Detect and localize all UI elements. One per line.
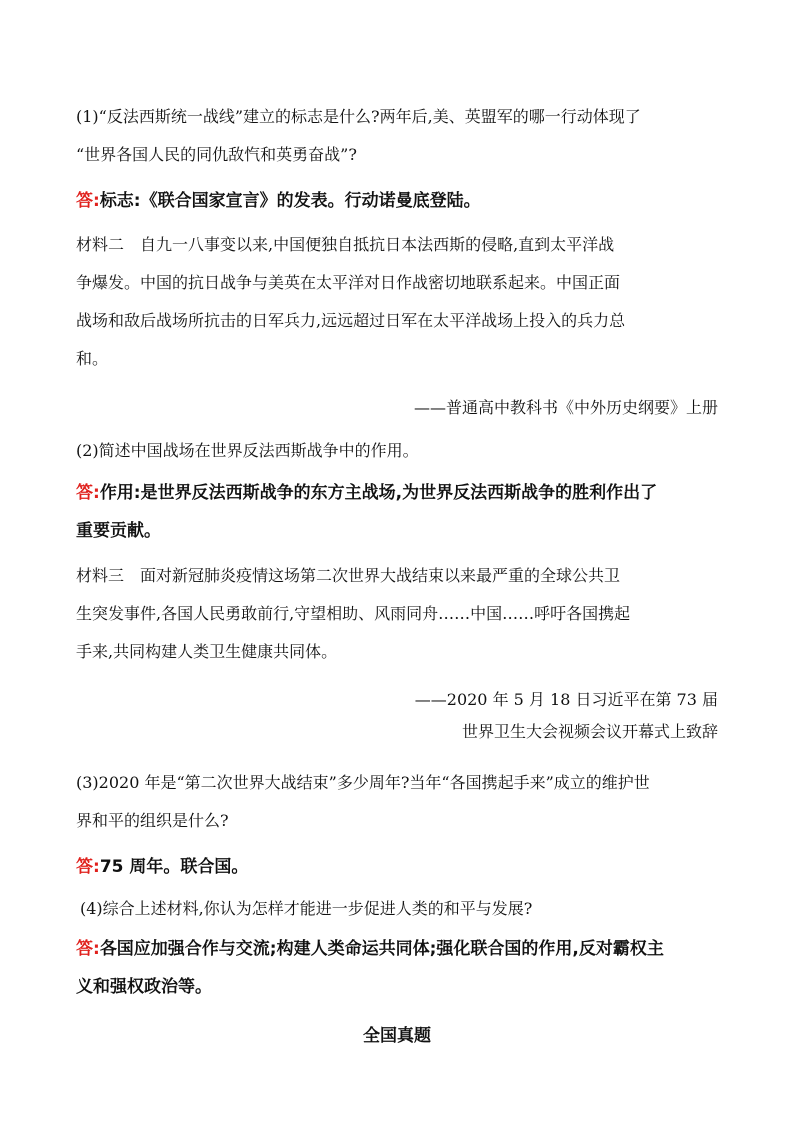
question-1-line-1: (1)“反法西斯统一战线”建立的标志是什么?两年后,美、英盟军的哪一行动体现了	[76, 107, 641, 126]
answer-4-mark: 答:	[76, 939, 100, 959]
material-3-source-line-2: 世界卫生大会视频会议开幕式上致辞	[461, 722, 718, 741]
material-2-line-4: 和。	[76, 349, 109, 368]
question-1-line-2: “世界各国人民的同仇敌忾和英勇奋战”?	[76, 145, 357, 164]
section-title: 全国真题	[363, 1026, 431, 1046]
answer-4	[76, 930, 726, 1006]
material-2	[76, 226, 726, 378]
answer-2-line-2: 重要贡献。	[76, 521, 161, 541]
material-2-line-3: 战场和敌后战场所抗击的日军兵力,远远超过日军在太平洋战场上投入的兵力总	[76, 311, 626, 330]
answer-3	[76, 848, 726, 886]
question-3-line-2: 界和平的组织是什么?	[76, 811, 229, 830]
answer-1-mark: 答:	[76, 191, 100, 211]
question-3	[76, 764, 726, 840]
material-2-line-1: 材料二 自九一八事变以来,中国便独自抵抗日本法西斯的侵略,直到太平洋战	[76, 235, 615, 254]
question-2: (2)简述中国战场在世界反法西斯战争中的作用。	[76, 441, 419, 460]
answer-1-text: 标志:《联合国家宣言》的发表。行动诺曼底登陆。	[99, 191, 481, 211]
question-4: (4)综合上述材料,你认为怎样才能进一步促进人类的和平与发展?	[80, 899, 533, 918]
answer-1	[76, 182, 726, 220]
answer-2-line-1: 作用:是世界反法西斯战争的东方主战场,为世界反法西斯战争的胜利作出了	[99, 483, 658, 503]
material-3-line-1: 材料三 面对新冠肺炎疫情这场第二次世界大战结束以来最严重的全球公共卫	[76, 566, 621, 585]
material-3-source-line-1: ——2020 年 5 月 18 日习近平在第 73 届	[414, 690, 718, 709]
question-1	[76, 98, 726, 174]
answer-3-text: 75 周年。联合国。	[99, 857, 249, 877]
material-3-source	[415, 684, 718, 748]
material-3	[76, 557, 726, 671]
answer-2-mark: 答:	[76, 483, 100, 503]
material-2-line-2: 争爆发。中国的抗日战争与美英在太平洋对日作战密切地联系起来。中国正面	[76, 273, 621, 292]
question-3-line-1: (3)2020 年是“第二次世界大战结束”多少周年?当年“各国携起手来”成立的维护世	[76, 773, 650, 792]
answer-4-line-2: 义和强权政治等。	[76, 977, 212, 997]
answer-4-line-1: 各国应加强合作与交流;构建人类命运共同体;强化联合国的作用,反对霸权主	[99, 939, 664, 959]
answer-2	[76, 474, 726, 550]
material-2-source: ——普通高中教科书《中外历史纲要》上册	[413, 398, 718, 417]
material-3-line-2: 生突发事件,各国人民勇敢前行,守望相助、风雨同舟……中国……呼吁各国携起	[76, 604, 631, 623]
answer-3-mark: 答:	[76, 857, 100, 877]
material-3-line-3: 手来,共同构建人类卫生健康共同体。	[76, 642, 338, 661]
